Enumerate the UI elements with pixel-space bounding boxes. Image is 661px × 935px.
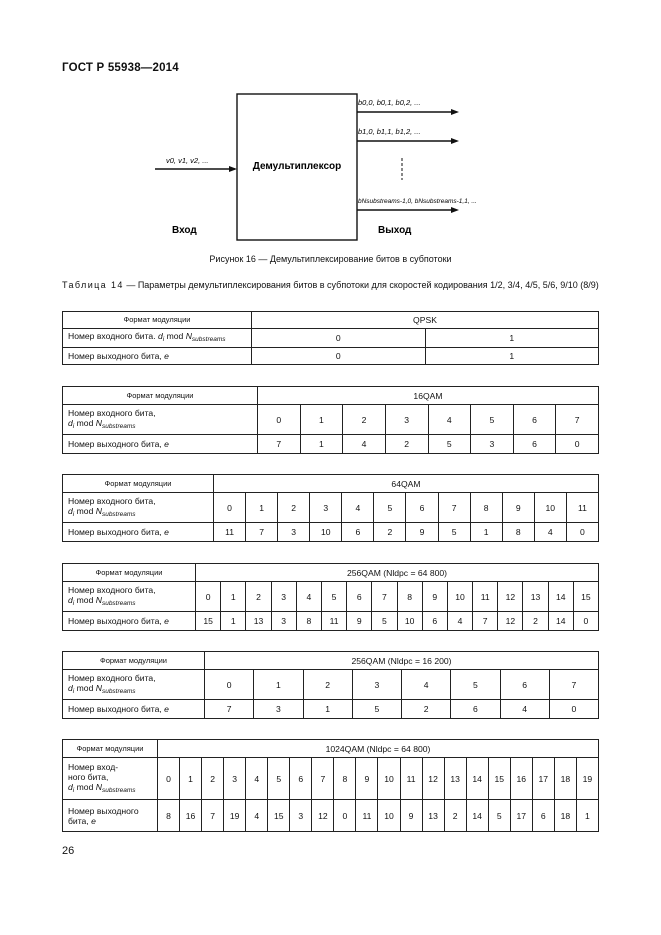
table-256qam-16200 <box>62 651 599 719</box>
cell: 2 <box>246 582 271 612</box>
cell: 1 <box>470 523 502 542</box>
cell: 12 <box>498 612 523 631</box>
cell: 4 <box>500 700 549 719</box>
table-16qam <box>62 386 599 454</box>
cell: 12 <box>498 582 523 612</box>
cell: 3 <box>290 800 312 832</box>
cell: 17 <box>510 800 532 832</box>
table-row-output <box>63 523 599 542</box>
document-standard-id: ГОСТ Р 55938—2014 <box>62 62 179 74</box>
modulation-header: Формат модуляции <box>63 312 252 329</box>
cell: 10 <box>534 493 566 523</box>
cell: 6 <box>342 523 374 542</box>
modulation-name: 64QAM <box>214 475 599 493</box>
input-bit-label: Номер входного бита, $d_i$ mod $N_{substreams}$ <box>63 582 196 612</box>
cell: 0 <box>158 758 180 800</box>
cell: 3 <box>310 493 342 523</box>
cell: 0 <box>205 670 254 700</box>
cell: 0 <box>566 523 598 542</box>
table-1024qam <box>62 739 599 832</box>
cell: 0 <box>196 582 221 612</box>
cell: 4 <box>343 435 386 454</box>
modulation-name: 1024QAM (Nldpc = 64 800) <box>158 740 599 758</box>
table-qpsk <box>62 311 599 365</box>
table-row-output <box>63 612 599 631</box>
table-row-input <box>63 582 599 612</box>
cell: 1 <box>221 582 246 612</box>
output-arrowhead-1 <box>451 138 459 144</box>
cell: 4 <box>246 758 268 800</box>
cell: 3 <box>471 435 514 454</box>
cell: 1 <box>254 670 303 700</box>
cell: 5 <box>374 493 406 523</box>
output-bits-row-1: b1,0, b1,1, b1,2, ... <box>358 127 421 136</box>
cell: 8 <box>397 582 422 612</box>
table-row-input <box>63 758 599 800</box>
cell: 0 <box>573 612 598 631</box>
cell: 11 <box>400 758 422 800</box>
modulation-header: Формат модуляции <box>63 740 158 758</box>
cell: 4 <box>428 405 471 435</box>
cell: 13 <box>523 582 548 612</box>
cell: 3 <box>352 670 401 700</box>
input-arrowhead <box>229 166 237 172</box>
modulation-name: 256QAM (Nldpc = 16 200) <box>205 652 599 670</box>
cell: 5 <box>372 612 397 631</box>
cell: 0 <box>258 405 301 435</box>
cell: 14 <box>466 800 488 832</box>
modulation-header: Формат модуляции <box>63 652 205 670</box>
cell: 7 <box>246 523 278 542</box>
cell: 4 <box>534 523 566 542</box>
table-256qam-64800 <box>62 563 599 631</box>
cell: 0 <box>252 348 426 365</box>
cell: 5 <box>268 758 290 800</box>
output-bit-label: Номер выходного бита, e <box>63 348 252 365</box>
cell: 1 <box>425 329 599 348</box>
cell: 11 <box>566 493 598 523</box>
cell: 1 <box>425 348 599 365</box>
cell: 8 <box>296 612 321 631</box>
modulation-name: 16QAM <box>258 387 599 405</box>
cell: 0 <box>334 800 356 832</box>
table-row-input <box>63 329 599 348</box>
cell: 15 <box>196 612 221 631</box>
cell: 10 <box>378 800 400 832</box>
demultiplexer-figure <box>150 88 510 248</box>
cell: 12 <box>312 800 334 832</box>
cell: 7 <box>202 800 224 832</box>
cell: 6 <box>532 800 554 832</box>
cell: 2 <box>523 612 548 631</box>
input-bit-label: Номер входного бита, $d_i$ mod $N_{substreams}$ <box>63 405 258 435</box>
cell: 14 <box>466 758 488 800</box>
cell: 7 <box>473 612 498 631</box>
table-caption-text: — Параметры демультиплексирования битов в субпотоки для скоростей кодирования 1/2, 3/4, 4/5, 5/6, 9/10 (8/9) <box>123 280 599 290</box>
cell: 9 <box>356 758 378 800</box>
cell: 11 <box>356 800 378 832</box>
cell: 7 <box>205 700 254 719</box>
cell: 13 <box>444 758 466 800</box>
cell: 18 <box>554 800 576 832</box>
cell: 9 <box>422 582 447 612</box>
cell: 11 <box>321 612 346 631</box>
input-bit-label: Номер входного бита, $d_i$ mod $N_{substreams}$ <box>63 493 214 523</box>
modulation-header: Формат модуляции <box>63 564 196 582</box>
modulation-name: 256QAM (Nldpc = 64 800) <box>196 564 599 582</box>
cell: 4 <box>342 493 374 523</box>
cell: 6 <box>290 758 312 800</box>
cell: 0 <box>556 435 599 454</box>
cell: 6 <box>347 582 372 612</box>
modulation-header: Формат модуляции <box>63 387 258 405</box>
table-row-input <box>63 670 599 700</box>
cell: 6 <box>513 405 556 435</box>
cell: 9 <box>347 612 372 631</box>
cell: 2 <box>303 670 352 700</box>
cell: 9 <box>502 493 534 523</box>
cell: 9 <box>406 523 438 542</box>
table-caption <box>62 279 602 291</box>
cell: 3 <box>271 612 296 631</box>
cell: 10 <box>378 758 400 800</box>
cell: 2 <box>444 800 466 832</box>
cell: 6 <box>451 700 500 719</box>
cell: 1 <box>180 758 202 800</box>
cell: 4 <box>402 670 451 700</box>
cell: 8 <box>158 800 180 832</box>
cell: 0 <box>549 700 598 719</box>
cell: 5 <box>321 582 346 612</box>
output-bit-label: Номер выходного бита, e <box>63 523 214 542</box>
input-bit-label: Номер входного бита. $d_i$ mod $N_{substreams}$ <box>63 329 252 348</box>
demultiplexer-label: Демультиплексор <box>252 161 342 172</box>
cell: 4 <box>447 612 472 631</box>
table-caption-prefix: Таблица 14 <box>62 280 124 290</box>
cell: 2 <box>278 493 310 523</box>
figure-caption: Рисунок 16 — Демультиплексирование битов в субпотоки <box>209 254 452 264</box>
cell: 9 <box>400 800 422 832</box>
table-row-output <box>63 348 599 365</box>
cell: 8 <box>334 758 356 800</box>
cell: 7 <box>372 582 397 612</box>
cell: 10 <box>310 523 342 542</box>
table-row-input <box>63 493 599 523</box>
input-bits-label: v0, v1, v2, ... <box>166 156 209 165</box>
cell: 6 <box>500 670 549 700</box>
cell: 1 <box>221 612 246 631</box>
cell: 2 <box>343 405 386 435</box>
cell: 6 <box>406 493 438 523</box>
cell: 2 <box>402 700 451 719</box>
cell: 3 <box>271 582 296 612</box>
output-arrowhead-last <box>451 207 459 213</box>
input-bit-label: Номер вход- ного бита, $d_i$ mod $N_{substreams}$ <box>63 758 158 800</box>
cell: 11 <box>214 523 246 542</box>
cell: 16 <box>180 800 202 832</box>
cell: 3 <box>385 405 428 435</box>
cell: 7 <box>258 435 301 454</box>
cell: 18 <box>554 758 576 800</box>
cell: 2 <box>385 435 428 454</box>
output-bit-label: Номер выходного бита, e <box>63 612 196 631</box>
table-64qam <box>62 474 599 542</box>
cell: 3 <box>224 758 246 800</box>
cell: 11 <box>473 582 498 612</box>
cell: 15 <box>488 758 510 800</box>
output-bit-label: Номер выходного бита, e <box>63 800 158 832</box>
table-row-output <box>63 800 599 832</box>
cell: 5 <box>451 670 500 700</box>
cell: 5 <box>438 523 470 542</box>
table-row-output <box>63 435 599 454</box>
cell: 7 <box>549 670 598 700</box>
cell: 0 <box>252 329 426 348</box>
cell: 5 <box>488 800 510 832</box>
input-label: Вход <box>172 225 197 236</box>
cell: 16 <box>510 758 532 800</box>
cell: 0 <box>214 493 246 523</box>
cell: 1 <box>300 435 343 454</box>
cell: 5 <box>352 700 401 719</box>
output-bit-label: Номер выходного бита, e <box>63 435 258 454</box>
cell: 14 <box>548 612 573 631</box>
page-number: 26 <box>62 845 75 857</box>
cell: 6 <box>513 435 556 454</box>
cell: 3 <box>254 700 303 719</box>
output-bit-label: Номер выходного бита, e <box>63 700 205 719</box>
cell: 8 <box>470 493 502 523</box>
table-row-output <box>63 700 599 719</box>
cell: 7 <box>312 758 334 800</box>
cell: 2 <box>374 523 406 542</box>
cell: 3 <box>278 523 310 542</box>
cell: 2 <box>202 758 224 800</box>
cell: 13 <box>422 800 444 832</box>
output-bits-row-0: b0,0, b0,1, b0,2, ... <box>358 98 421 107</box>
cell: 19 <box>576 758 598 800</box>
cell: 12 <box>422 758 444 800</box>
cell: 15 <box>268 800 290 832</box>
cell: 10 <box>447 582 472 612</box>
output-bits-row-last: bNsubstreams-1,0, bNsubstreams-1,1, ... <box>358 198 477 205</box>
modulation-name: QPSK <box>252 312 599 329</box>
output-arrowhead-0 <box>451 109 459 115</box>
cell: 5 <box>471 405 514 435</box>
cell: 4 <box>246 800 268 832</box>
input-bit-label: Номер входного бита, $d_i$ mod $N_{substreams}$ <box>63 670 205 700</box>
cell: 13 <box>246 612 271 631</box>
cell: 8 <box>502 523 534 542</box>
cell: 15 <box>573 582 598 612</box>
cell: 1 <box>576 800 598 832</box>
cell: 4 <box>296 582 321 612</box>
output-label: Выход <box>378 225 412 236</box>
cell: 5 <box>428 435 471 454</box>
cell: 17 <box>532 758 554 800</box>
cell: 14 <box>548 582 573 612</box>
cell: 1 <box>300 405 343 435</box>
cell: 1 <box>303 700 352 719</box>
cell: 7 <box>438 493 470 523</box>
cell: 10 <box>397 612 422 631</box>
cell: 7 <box>556 405 599 435</box>
cell: 19 <box>224 800 246 832</box>
cell: 1 <box>246 493 278 523</box>
cell: 6 <box>422 612 447 631</box>
modulation-header: Формат модуляции <box>63 475 214 493</box>
table-row-input <box>63 405 599 435</box>
